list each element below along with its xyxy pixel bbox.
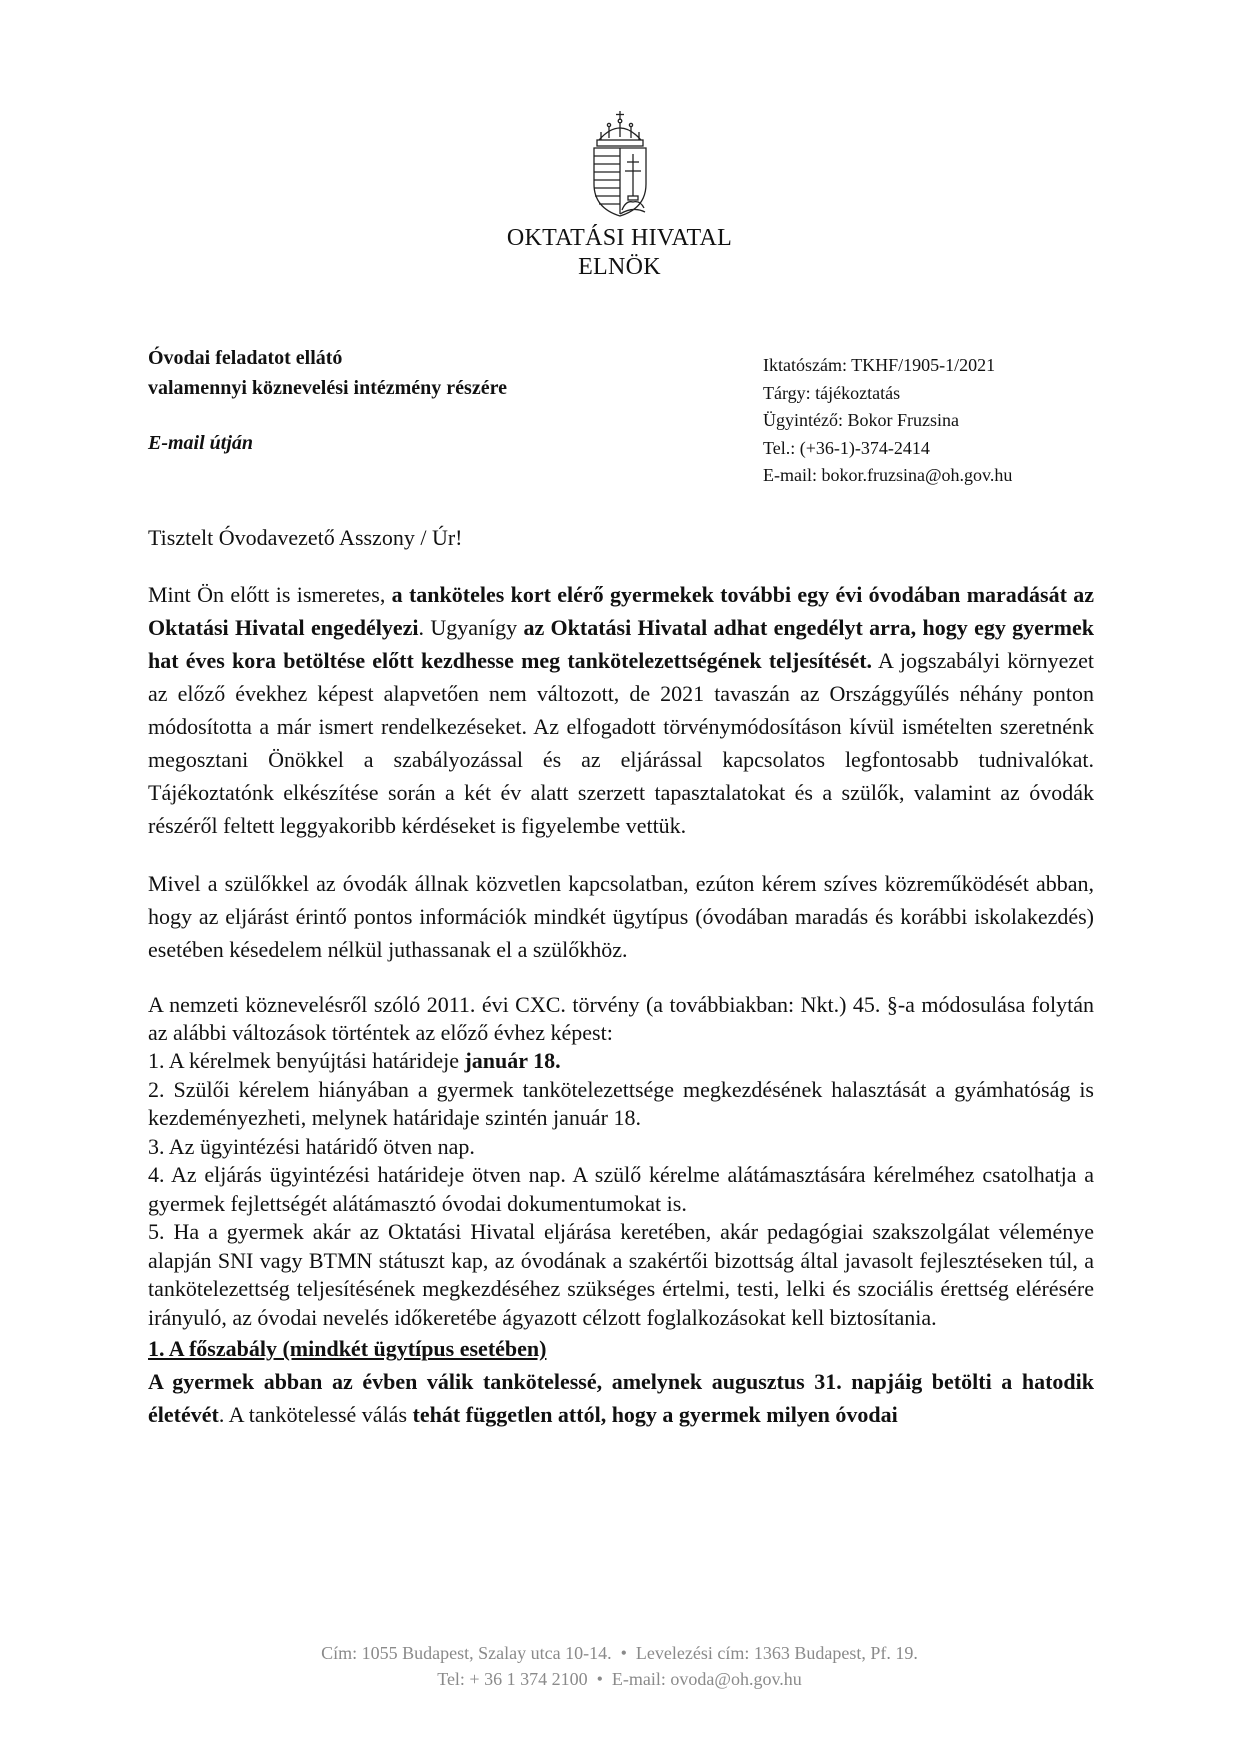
footer-postal-address: Levelezési cím: 1363 Budapest, Pf. 19. bbox=[635, 1643, 918, 1663]
list-item: 3. Az ügyintézési határidő ötven nap. bbox=[148, 1133, 475, 1159]
clerk-phone: Tel.: (+36-1)-374-2414 bbox=[763, 437, 930, 458]
para1-text-1: Mint Ön előtt is ismeretes, bbox=[148, 582, 392, 607]
list-item: 2. Szülői kérelem hiányában a gyermek tankötelezettsége megkezdésének halasztását a gyámhatóság is kezdeményezheti, melynek határidaje szintén január 18. bbox=[148, 1076, 1094, 1130]
footer-separator: • bbox=[620, 1643, 627, 1663]
recipient-line-2: valamennyi köznevelési intézmény részére bbox=[148, 377, 507, 399]
paragraph-law-change: A nemzeti köznevelésről szóló 2011. évi CXC. törvény (a továbbiakban: Nkt.) 45. §-a módosulása folytán az alábbi változások történtek az előző évhez képest: bbox=[148, 992, 1094, 1045]
section-text-1: . A tankötelessé válás bbox=[218, 1402, 413, 1427]
coat-of-arms-icon bbox=[589, 110, 651, 218]
section-bold-1: A gyermek abban az évben válik tankötelessé, amelynek augusztus 31. napjáig betölti a hatodik életévét bbox=[148, 1369, 1094, 1427]
paragraph-intro bbox=[148, 578, 1094, 842]
list-item bbox=[148, 1047, 1094, 1076]
org-name: OKTATÁSI HIVATAL bbox=[506, 225, 733, 251]
list-item-1-bold: január 18. bbox=[464, 1048, 561, 1073]
list-item: 5. Ha a gyermek akár az Oktatási Hivatal eljárása keretében, akár pedagógiai szakszolgálat véleménye alapján SNI vagy BTMN státuszt kap, az óvodának a szakértői bizottság által javasolt fejlesztéseken túl, a tankötelezettség teljesítésének megkezdéséhez szükséges értelmi, testi, lelki és szociális érettség elérésére irányuló, az óvodai nevelés időkeretébe ágyazott célzott foglalkozásokat kell biztosítania. bbox=[148, 1219, 1094, 1330]
paragraph-cooperation: Mivel a szülőkkel az óvodák állnak közvetlen kapcsolatban, ezúton kérem szíves közreműködését abban, hogy az eljárást érintő pontos információk mindkét ügytípus (óvodában maradás és korábbi iskolakezdés) esetében késedelem nélkül juthassanak el a szülőkhöz. bbox=[148, 871, 1094, 962]
subject: Tárgy: tájékoztatás bbox=[763, 382, 901, 403]
footer-phone: Tel: + 36 1 374 2100 bbox=[437, 1669, 588, 1689]
footer-separator: • bbox=[596, 1669, 603, 1689]
salutation: Tisztelt Óvodavezető Asszony / Úr! bbox=[148, 525, 463, 550]
list-item: 4. Az eljárás ügyintézési határideje ötven nap. A szülő kérelme alátámasztására kérelméhez csatolhatja a gyermek fejlettségét alátámasztó óvodai dokumentumokat is. bbox=[148, 1162, 1094, 1216]
delivery-method: E-mail útján bbox=[148, 432, 254, 454]
footer-email: E-mail: ovoda@oh.gov.hu bbox=[611, 1669, 802, 1689]
para1-text-2: . Ugyanígy bbox=[418, 615, 524, 640]
para1-text-3: A jogszabályi környezet az előző évekhez képest alapvetően nem változott, de 2021 tavaszán az Országgyűlés néhány ponton módosította a már ismert rendelkezéseket. Az elfogadott törvénymódosításon kívül ismételten szeretnénk megosztani Önökkel a szabályozással és az eljárással kapcsolatos legfontosabb tudnivalókat. Tájékoztatónk elkészítése során a két év alatt szerzett tapasztalatokat és a szülők, valamint az óvodák részéről feltett leggyakoribb kérdéseket is figyelembe vettük. bbox=[148, 648, 1095, 838]
section-bold-2: tehát független attól, hogy a gyermek milyen óvodai bbox=[412, 1402, 898, 1427]
footer-address: Cím: 1055 Budapest, Szalay utca 10-14. bbox=[321, 1643, 612, 1663]
footer-line-2 bbox=[0, 1666, 1239, 1692]
recipient-block bbox=[148, 343, 507, 403]
section-heading: 1. A főszabály (mindkét ügytípus esetében) bbox=[148, 1336, 547, 1361]
org-title: ELNÖK bbox=[578, 254, 661, 280]
section-paragraph bbox=[148, 1365, 1094, 1431]
footer-line-1 bbox=[0, 1640, 1239, 1666]
file-number: Iktatószám: TKHF/1905-1/2021 bbox=[763, 355, 996, 375]
recipient-line-1: Óvodai feladatot ellátó bbox=[148, 347, 343, 369]
footer bbox=[0, 1640, 1239, 1692]
reference-block bbox=[763, 352, 1012, 490]
para1-bold-1: a tanköteles kort elérő gyermekek további egy évi óvodában maradását az Oktatási Hivatal engedélyezi bbox=[148, 582, 1094, 640]
letter-body bbox=[148, 521, 1094, 1431]
para1-bold-2: az Oktatási Hivatal adhat engedélyt arra, hogy egy gyermek hat éves kora betöltése előtt kezdhesse meg tankötelezettségének teljesítését. bbox=[148, 615, 1095, 673]
clerk-email: E-mail: bokor.fruzsina@oh.gov.hu bbox=[763, 465, 1013, 485]
changes-list bbox=[148, 1047, 1094, 1332]
clerk: Ügyintéző: Bokor Fruzsina bbox=[763, 410, 959, 430]
organization-header bbox=[0, 224, 1239, 282]
list-item-1-text: 1. A kérelmek benyújtási határideje bbox=[148, 1048, 465, 1073]
